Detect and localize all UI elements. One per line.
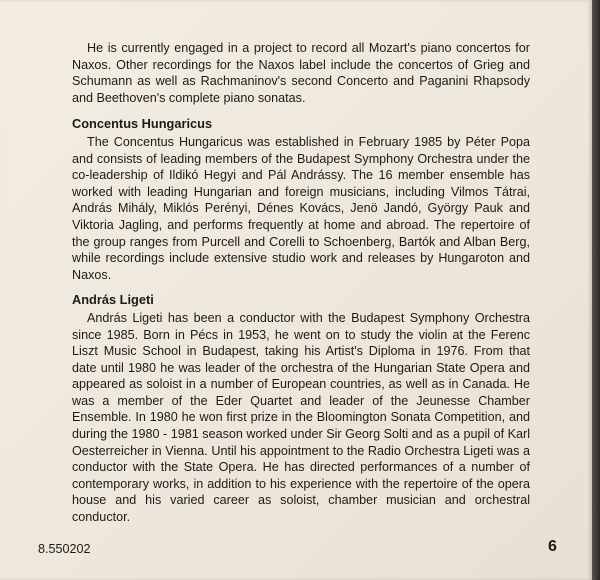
page-content (72, 40, 530, 526)
booklet-edge-shadow (592, 0, 600, 580)
intro-paragraph: He is currently engaged in a project to record all Mozart's piano concertos for Naxos. Other recordings for the Naxos label include the concertos of Grieg and Schumann as well as Rachmaninov's second Concerto and Paganini Rhapsody and Beethoven's complete piano sonatas. (72, 41, 530, 105)
page-number: 6 (548, 538, 557, 555)
section-heading-andras-ligeti: András Ligeti (72, 292, 154, 308)
section-body-concentus-hungaricus: The Concentus Hungaricus was established in February 1985 by Péter Popa and consists of leading members of the Budapest Symphony Orchestra under the co-leadership of Ildikó Hegyi and Pál Andrássy. The 16 member ensemble has worked with leading Hungarian and foreign musicians, including Vilmos Tátrai, András Mihály, Miklós Perényi, Dénes Kovács, Jenö Jandó, György Pauk and Viktoria Jagling, and performs frequently at home and abroad. The repertoire of the group ranges from Purcell and Corelli to Schoenberg, Bartók and Alban Berg, while recordings include extensive studio work and releases by Hungaroton and Naxos. (72, 134, 530, 282)
section-body-andras-ligeti: András Ligeti has been a conductor with the Budapest Symphony Orchestra since 1985. Born in Pécs in 1953, he went on to study the violin at the Ferenc Liszt Music School in Budapest, taking his Artist's Diploma in 1976. From that date until 1980 he was leader of the orchestra of the Hungarian State Opera and appeared as soloist in a number of European countries, as well as in Canada. He was a member of the Eder Quartet and leader of the Jeunesse Chamber Ensemble. In 1980 he won first prize in the Bloomington Sonata Competition, and during the 1980 - 1981 season worked under Sir Georg Solti and as a pupil of Karl Oesterreicher in Vienna. Until his appointment to the Radio Orchestra Ligeti was a conductor with the State Opera. He has directed performances of a number of contemporary works, in addition to his experience with the repertoire of the opera house and his varied career as soloist, chamber musician and orchestral conductor. (72, 310, 530, 525)
catalog-number: 8.550202 (38, 542, 91, 556)
section-heading-concentus-hungaricus: Concentus Hungaricus (72, 116, 213, 132)
